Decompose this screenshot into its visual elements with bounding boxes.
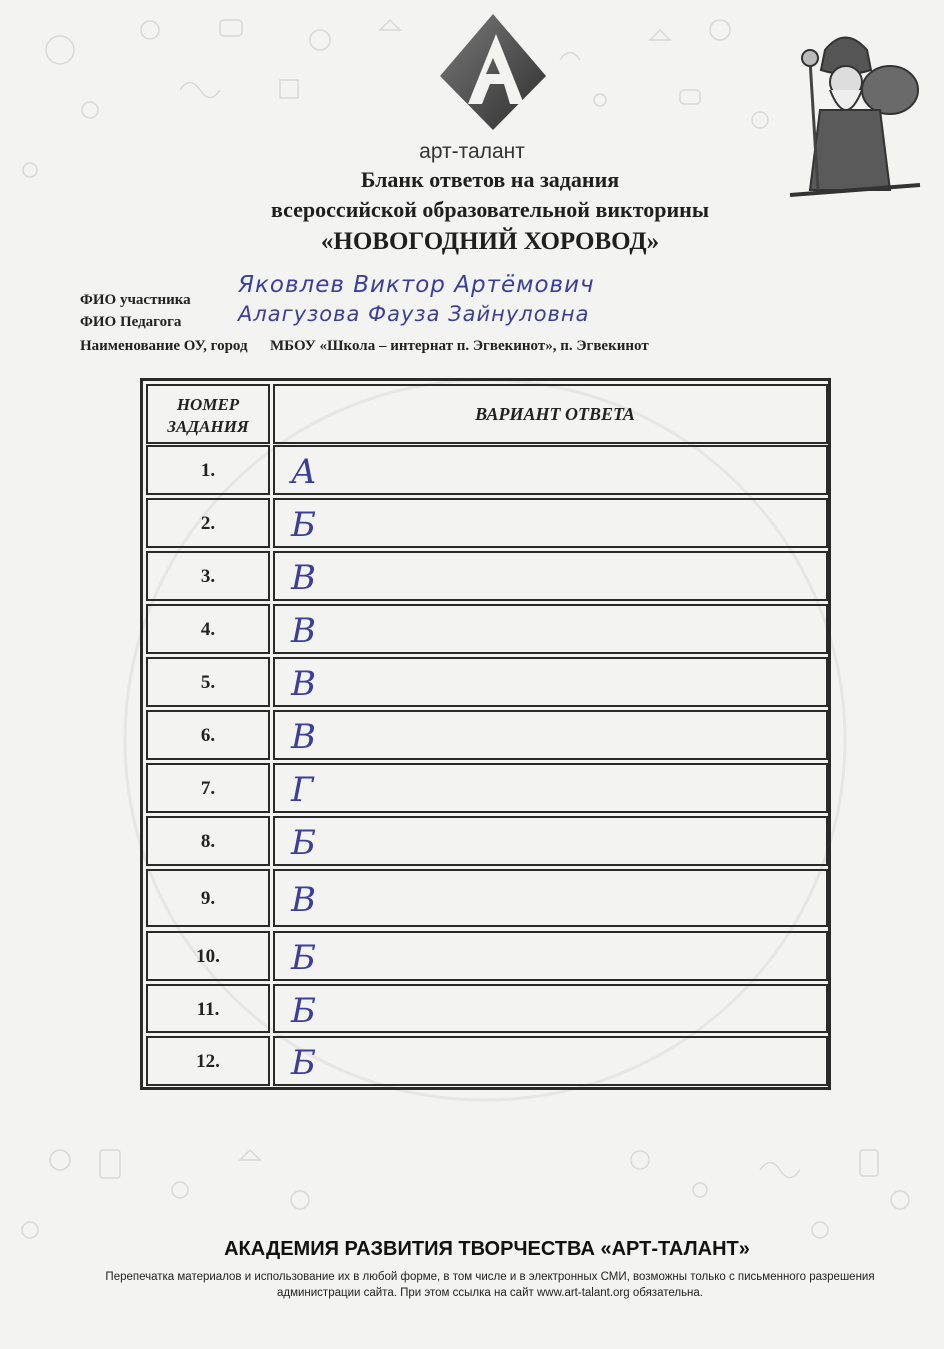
table-row-number-cell <box>146 604 270 654</box>
answer-handwritten: Б <box>291 991 316 1031</box>
answer-table <box>140 378 831 1090</box>
participant-name-handwritten: Яковлев Виктор Артёмович <box>238 272 595 298</box>
answer-handwritten: Б <box>291 1043 316 1083</box>
table-row-answer-cell <box>273 1036 828 1086</box>
header-cell-answer <box>273 384 828 444</box>
table-row-number-cell <box>146 869 270 927</box>
footer-note: Перепечатка материалов и использование их в любой форме, в том числе и в электронных СМИ, возможны только с письменного разрешения администрации сайта. При этом ссылка на сайт www.art-talant.org обязательна. <box>105 1271 875 1299</box>
task-number: 1. <box>200 460 216 481</box>
table-row-number-cell <box>146 445 270 495</box>
table-row-answer-cell <box>273 445 828 495</box>
task-number: 12. <box>196 1051 220 1072</box>
answer-handwritten: Б <box>291 505 316 545</box>
task-number: 10. <box>196 946 220 967</box>
table-row-answer-cell <box>273 931 828 981</box>
table-row-answer-cell <box>273 984 828 1033</box>
table-row-number-cell <box>146 498 270 548</box>
task-number: 4. <box>200 619 216 640</box>
task-number: 7. <box>200 778 216 799</box>
answer-handwritten: В <box>291 717 316 757</box>
answer-handwritten: Б <box>291 823 316 863</box>
table-row-answer-cell <box>273 869 828 927</box>
table-row-answer-cell <box>273 816 828 866</box>
table-row-number-cell <box>146 1036 270 1086</box>
teacher-name-handwritten: Алагузова Фауза Зайнуловна <box>238 302 590 326</box>
answer-column-header: ВАРИАНТ ОТВЕТА <box>475 404 635 424</box>
answer-handwritten: В <box>291 664 316 704</box>
table-row-answer-cell <box>273 604 828 654</box>
teacher-label: ФИО Педагога <box>80 314 182 330</box>
table-row-answer-cell <box>273 498 828 548</box>
table-row-number-cell <box>146 657 270 707</box>
table-row-answer-cell <box>273 657 828 707</box>
participant-label: ФИО участника <box>80 292 191 308</box>
table-row-number-cell <box>146 816 270 866</box>
task-number: 2. <box>200 513 216 534</box>
task-number: 3. <box>200 566 216 587</box>
answer-handwritten: Б <box>291 938 316 978</box>
task-number: 5. <box>200 672 216 693</box>
answer-handwritten: Г <box>291 770 314 810</box>
table-row-answer-cell <box>273 763 828 813</box>
task-number: 9. <box>200 888 216 909</box>
task-number: 8. <box>200 831 216 852</box>
header-cell-number <box>146 384 270 444</box>
task-number: 6. <box>200 725 216 746</box>
art-talant-logo-icon <box>438 12 548 132</box>
answer-handwritten: В <box>291 558 316 598</box>
answer-handwritten: В <box>291 880 316 920</box>
table-row-number-cell <box>146 763 270 813</box>
quiz-name: «НОВОГОДНИЙ ХОРОВОД» <box>320 228 660 255</box>
form-title: Бланк ответов на задания <box>360 167 620 192</box>
footer-title: АКАДЕМИЯ РАЗВИТИЯ ТВОРЧЕСТВА «АРТ-ТАЛАНТ» <box>224 1238 750 1260</box>
task-number: 11. <box>196 999 220 1020</box>
answer-handwritten: А <box>291 452 317 492</box>
answer-handwritten: В <box>291 611 316 651</box>
number-column-header: НОМЕР ЗАДАНИЯ <box>167 395 249 436</box>
school-value: МБОУ «Школа – интернат п. Эгвекинот», п. Эгвекинот <box>270 338 649 354</box>
table-row-answer-cell <box>273 710 828 760</box>
table-row-number-cell <box>146 931 270 981</box>
table-row-answer-cell <box>273 551 828 601</box>
table-row-number-cell <box>146 984 270 1033</box>
table-row-number-cell <box>146 551 270 601</box>
form-subtitle: всероссийской образовательной викторины <box>270 197 709 222</box>
brand-name: арт-талант <box>419 140 525 163</box>
school-label: Наименование ОУ, город <box>80 338 248 354</box>
table-row-number-cell <box>146 710 270 760</box>
